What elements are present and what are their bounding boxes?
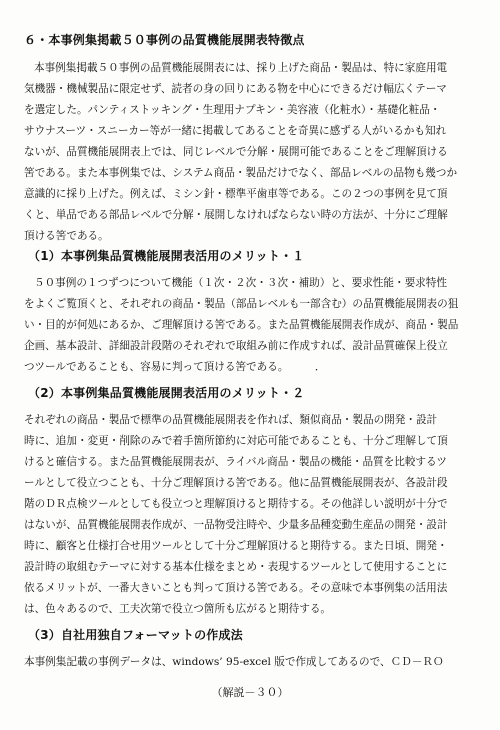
section1-line: をよくご覧頂くと、それぞれの商品・製品（部品レベルも一部含む）の品質機能展開表の狙 [24, 298, 459, 310]
section2-heading: （2）本事例集品質機能展開表活用のメリット・２ [28, 386, 305, 400]
section2-line: 設計時の取組むテーマに対する基本仕様をまとめ・表現するツールとして使用することに [24, 561, 448, 573]
section6-line: くと、単品である部品レベルで分解・展開しなければならない時の方法が、十分にご理解 [24, 209, 448, 221]
section2-paragraph [24, 410, 482, 620]
section2-line: は、色々あるので、工夫次第で役立つ箇所も広がると期待する。 [24, 603, 332, 615]
section1-line: つツールであることも、容易に判って頂ける筈である。 ． [24, 361, 326, 373]
section6-line: 頂ける筈である。 [24, 230, 109, 242]
section2-line: それぞれの商品・製品で標準の品質機能展開表を作れば、類似商品・製品の開発・設計 [24, 414, 438, 426]
section2-line: 時に、顧客と仕様打合せ用ツールとして十分ご理解頂けると期待する。また日頃、開発・ [24, 540, 448, 552]
section6-line: 気機器・機械製品に限定せず、読者の身の回りにある物を中心にできるだけ幅広くテーマ [24, 83, 447, 95]
section6-line: を選定した。パンティストッキング・生理用ナプキン・美容液（化粧水）・基礎化粧品・ [24, 104, 441, 116]
section1-line: 企画、基本設計、詳細設計段階のそれぞれで取組み前に作成すれば、設計品質確保上役立 [24, 340, 448, 352]
section2-line: ールとして役立つことも、十分ご理解頂ける筈である。他に品質機能展開表が、各設計段 [24, 477, 448, 489]
section2-line: 時に、追加・変更・削除のみで着手箇所節約に対応可能であることも、十分ご理解して頂 [24, 435, 448, 447]
section1-line: ５０事例の１つずつについて機能（１次・２次・３次・補助）と、要求性能・要求特性 [34, 277, 447, 289]
section1-paragraph [24, 273, 482, 378]
section3-heading: （3）自社用独自フォーマットの作成法 [28, 628, 243, 642]
section2-line: はないが、品質機能展開表作成が、一品物受注時や、少量多品種変動生産品の開発・設計 [24, 519, 448, 531]
section6-line: 意識的に採り上げた。例えば、ミシン針・標準平歯車等である。この２つの事例を見て頂 [24, 188, 448, 200]
section1-heading: （1）本事例集品質機能展開表活用のメリット・１ [28, 249, 305, 263]
section2-line: 依るメリットが、一番大きいことも判って頂ける筈である。その意味で本事例集の活用法 [24, 582, 448, 594]
section3-paragraph [24, 652, 482, 673]
section1-line: い・目的が何処にあるか、ご理解頂ける筈である。また品質機能展開表作成が、商品・製品 [24, 319, 459, 331]
section2-line: けると確信する。また品質機能展開表が、ライバル商品・製品の機能・品質を比較するツ [24, 456, 448, 468]
section6-line: 本事例集掲載５０事例の品質機能展開表には、採り上げた商品・製品は、特に家庭用電 [34, 62, 448, 74]
section6-line: 筈である。また本事例集では、システム商品・製品だけでなく、部品レベルの品物も幾つか [24, 167, 458, 179]
section6-line: ないが、品質機能展開表上では、同じレベルで分解・展開可能であることをご理解頂ける [24, 146, 448, 158]
section2-line: 階のＤＲ点検ツールとしても役立つと理解頂けると期待する。その他詳しい説明が十分で [24, 498, 448, 510]
section6-line: サウナスーツ・スニーカー等が一緒に掲載してあることを奇異に感ずる人がいるかも知れ [24, 125, 447, 137]
section6-paragraph [24, 58, 482, 247]
section3-line: 本事例集記載の事例データは、windows’ 95-excel 版で作成してあるので、ＣＤ－ＲＯ [24, 656, 444, 668]
section6-heading: ６・本事例集掲載５０事例の品質機能展開表特徴点 [24, 33, 305, 47]
page-number-label: （解説－３０） [211, 686, 289, 699]
